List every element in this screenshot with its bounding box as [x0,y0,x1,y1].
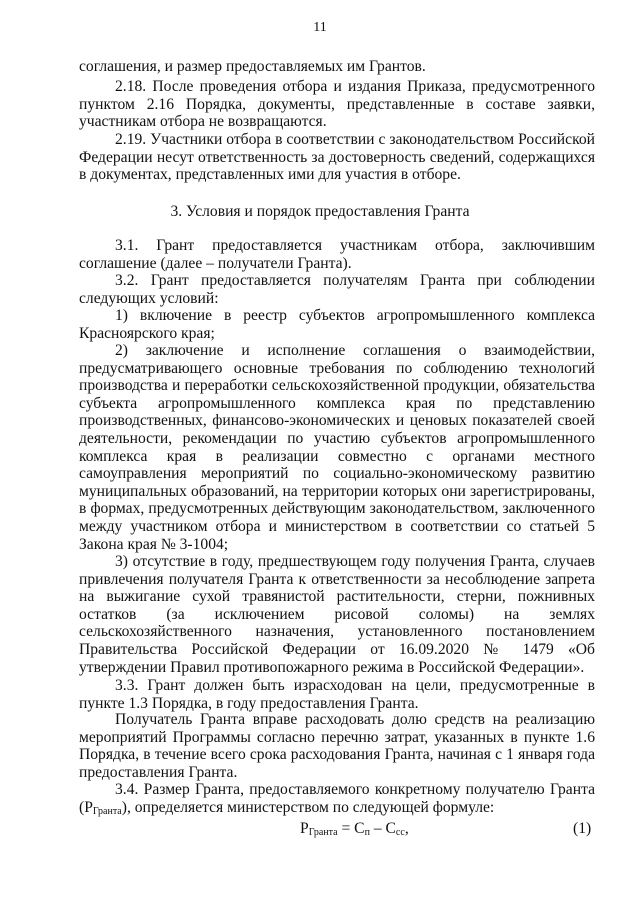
paragraph-2-18: 2.18. После проведения отбора и издания Приказа, предусмотренного пунктом 2.16 Порядка, документы, представленные в составе заявки, участникам отбора не возвращаются. [79,78,595,131]
paragraph-2-19: 2.19. Участники отбора в соответствии с законодательством Российской Федерации несут ответственность за достоверность сведений, содержащихся в документах, представленных ими для участия в отборе. [79,131,595,184]
formula-eq: = С [337,820,365,837]
formula-c1-subscript: п [364,827,370,838]
paragraph-3-4-subscript: Гранта [92,805,122,817]
paragraph-continuation: соглашения, и размер предоставляемых им Грантов. [79,58,426,75]
condition-3: 3) отсутствие в году, предшествующем году получения Гранта, случаев привлечения получателя Гранта к ответственности за несоблюдение запрета на выжигание сухой травянистой растительности, стерни, пожнивных остатков (за исключением рисовой соломы) на землях сельскохозяйственного назначения, установленного постановлением Правительства Российской Федерации от 16.09.2020 № 1479 «Об утверждении Правил противопожарного режима в Российской Федерации». [79,553,595,676]
paragraph-3-2: 3.2. Грант предоставляется получателям Гранта при соблюдении следующих условий: [79,272,595,307]
paragraph-3-4-text-a: 3.4. Размер Гранта, предоставляемого конкретному получателю Гранта (Р [79,781,595,816]
formula-lhs: Р [300,820,309,837]
paragraph-grant-spending: Получатель Гранта вправе расходовать долю средств на реализацию мероприятий Программы согласно перечню затрат, указанных в пункте 1.6 Порядка, в течение всего срока расходования Гранта, начиная с 1 января года предоставления Гранта. [79,711,595,781]
condition-1: 1) включение в реестр субъектов агропромышленного комплекса Красноярского края; [79,307,595,342]
formula [300,820,409,838]
formula-tail: , [404,820,409,837]
page-number: 11 [313,20,327,35]
formula-c2-subscript: сс [395,827,405,838]
formula-number: (1) [573,820,592,837]
paragraph-3-3: 3.3. Грант должен быть израсходован на цели, предусмотренные в пункте 1.3 Порядка, в году предоставления Гранта. [79,677,595,712]
section-heading: 3. Условия и порядок предоставления Гранта [170,203,470,220]
paragraph-3-4 [79,781,595,816]
paragraph-3-1: 3.1. Грант предоставляется участникам отбора, заключившим соглашение (далее – получатели Гранта). [79,237,595,272]
formula-lhs-subscript: Гранта [308,827,338,838]
paragraph-3-4-text-b: ), определяется министерством по следующей формуле: [121,798,495,816]
formula-minus: – С [369,820,396,837]
condition-2: 2) заключение и исполнение соглашения о взаимодействии, предусматривающего основные требования по соблюдению технологий производства и переработки сельскохозяйственной продукции, обязательства субъекта агропромышленного комплекса края по представлению производственных, финансово-экономических и ценовых показателей своей деятельности, рекомендации по участию субъектов агропромышленного комплекса края в реализации совместно с органами местного самоуправления мероприятий по социально-экономическому развитию муниципальных образований, на территории которых они зарегистрированы, в формах, предусмотренных действующим законодательством, заключенного между участником отбора и министерством в соответствии со статьей 5 Закона края № 3-1004; [79,342,595,553]
